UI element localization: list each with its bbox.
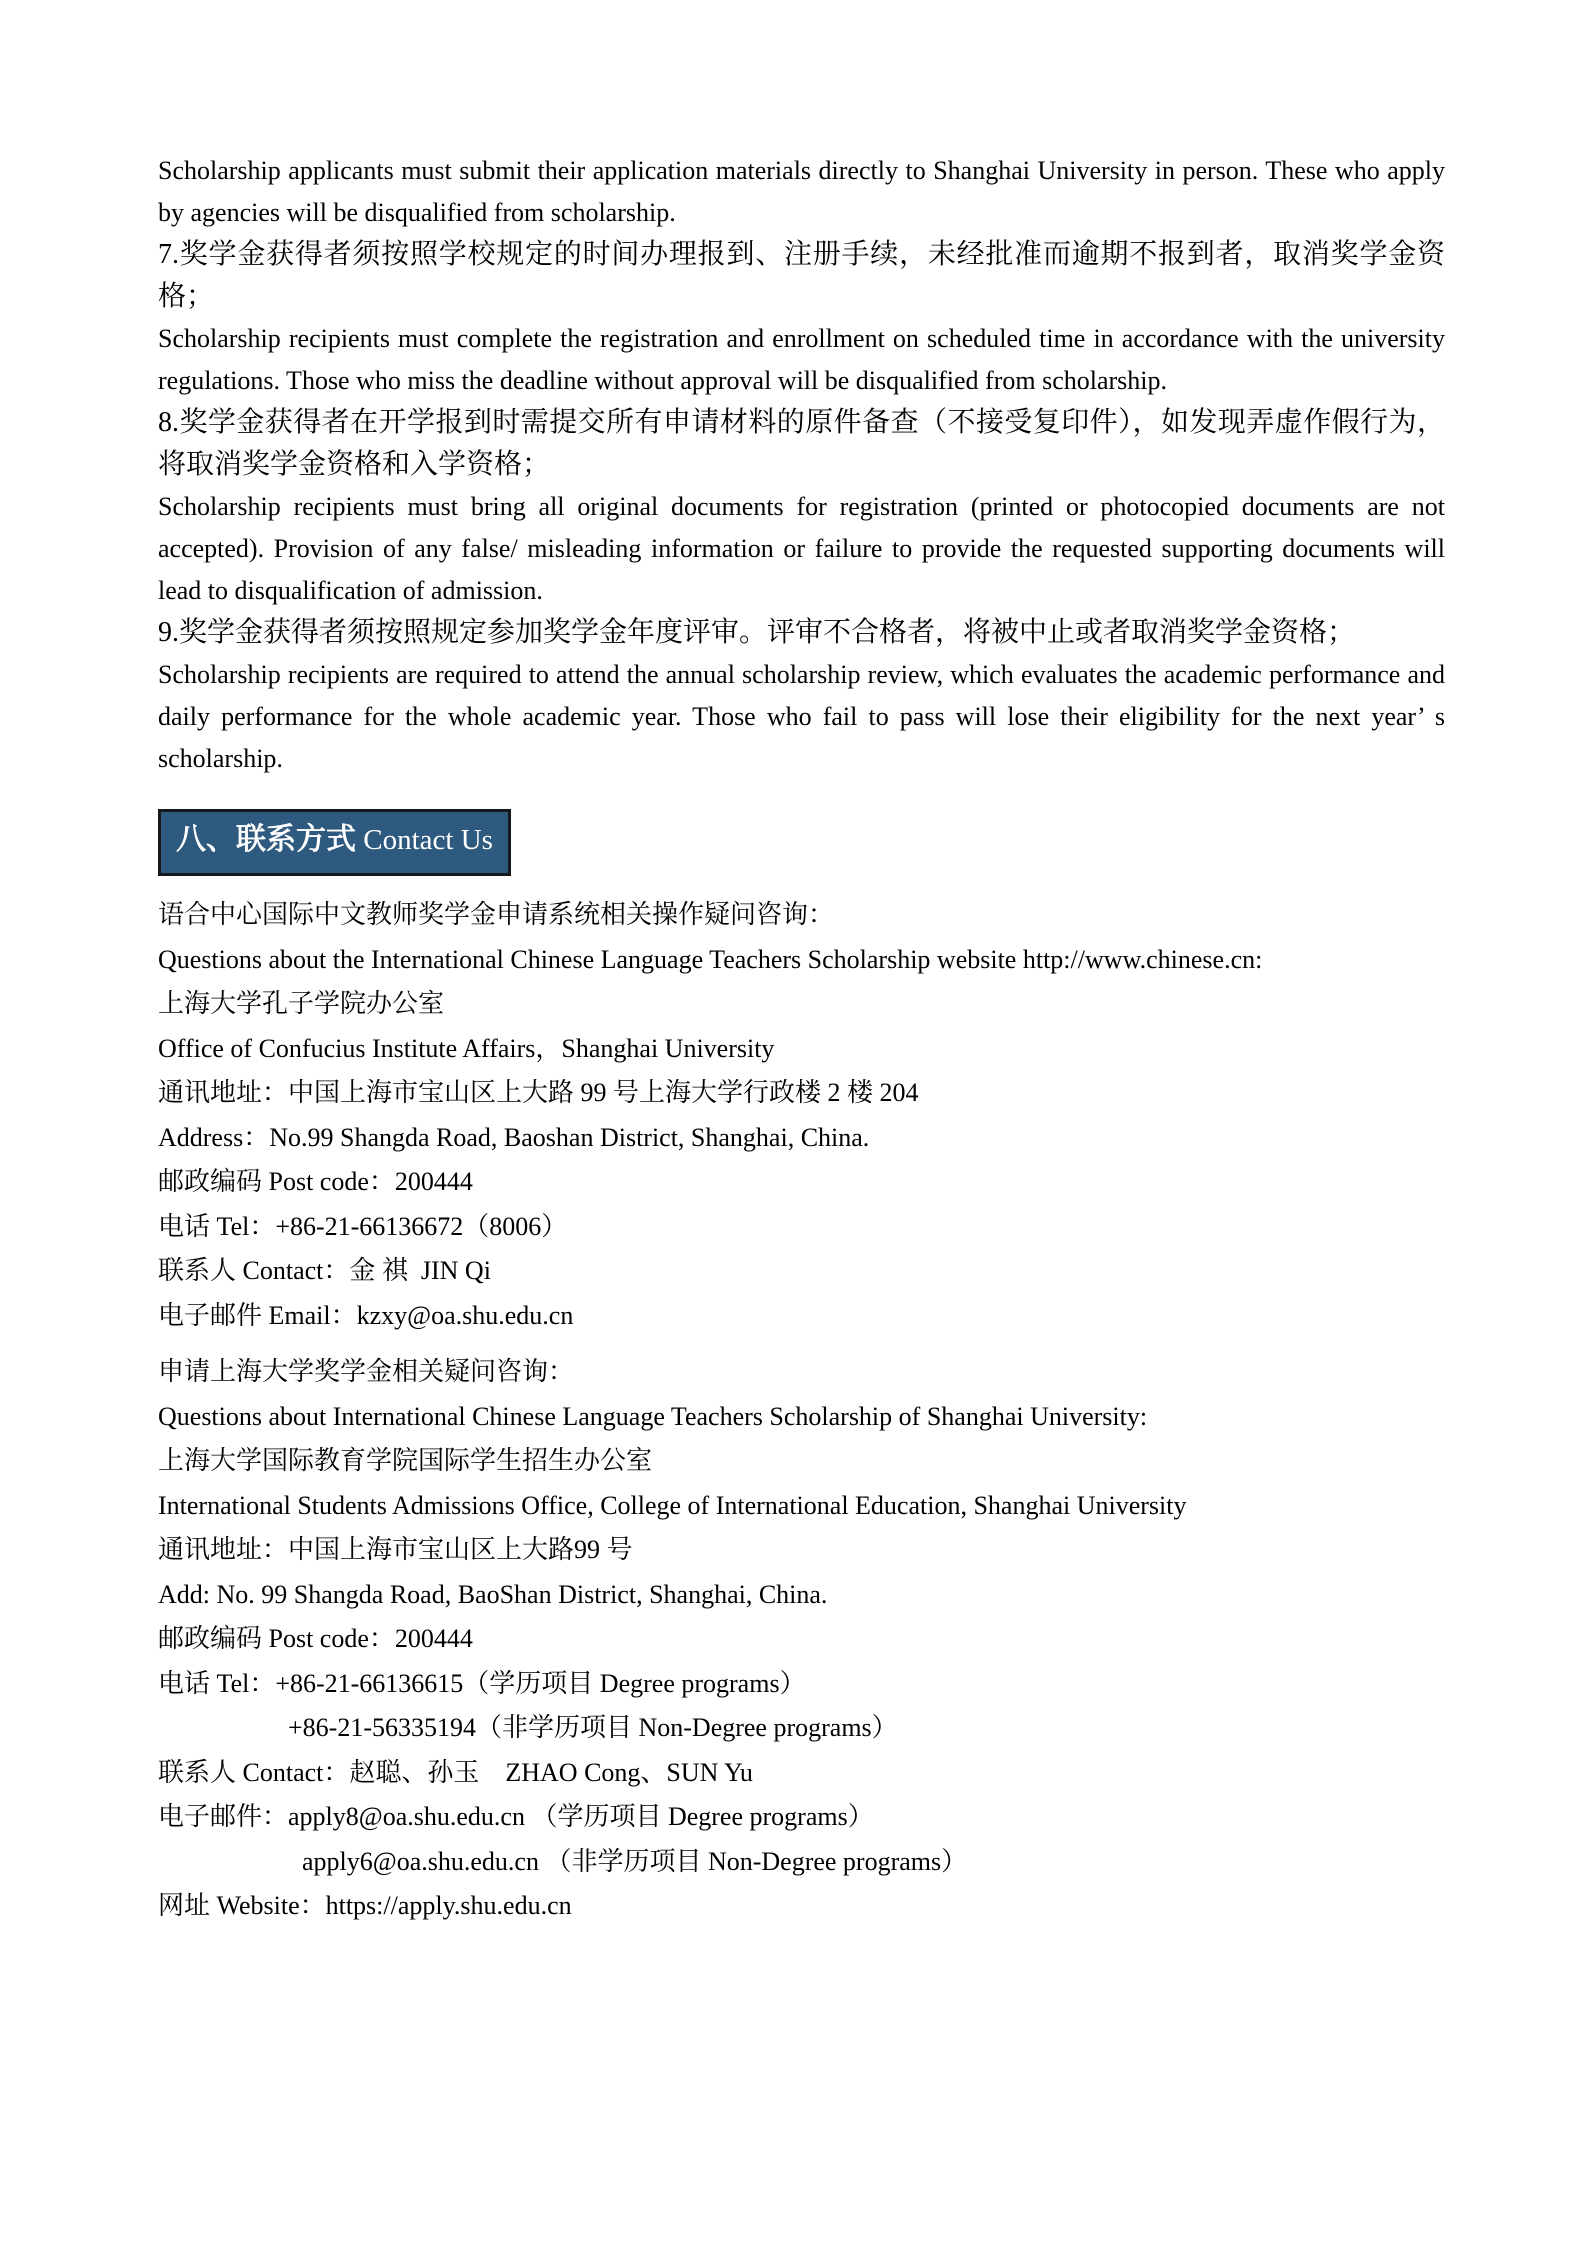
intro-paragraph-agency-en: Scholarship applicants must submit their application materials directly to Shanghai University in person. These who apply by agencies will be disqualified from scholarship.	[158, 156, 1445, 227]
contact2-address-zh: 通讯地址：中国上海市宝山区上大路99 号	[158, 1535, 633, 1564]
contact1-office-en: Office of Confucius Institute Affairs，Shanghai University	[158, 1033, 775, 1063]
intro-paragraph-9-en: Scholarship recipients are required to attend the annual scholarship review, which evaluates the academic performance and daily performance for the whole academic year. Those who fail to pass will lose their eligibility for the next year’ s scholarship.	[158, 660, 1445, 773]
intro-paragraph-7-en: Scholarship recipients must complete the registration and enrollment on scheduled time in accordance with the university regulations. Those who miss the deadline without approval will be disqualified from scholarship.	[158, 324, 1445, 395]
intro-paragraph-7-zh: 7.奖学金获得者须按照学校规定的时间办理报到、注册手续，未经批准而逾期不报到者，取消奖学金资格；	[158, 239, 1445, 312]
contact2-website: 网址 Website：https://apply.shu.edu.cn	[158, 1891, 572, 1920]
contact1-contact-person: 联系人 Contact：金 祺 JIN Qi	[158, 1256, 491, 1285]
contact2-email-nondegree: apply6@oa.shu.edu.cn （非学历项目 Non-Degree programs）	[302, 1846, 968, 1876]
blank-line-separator	[158, 1338, 1445, 1350]
regulations-section	[158, 150, 1445, 780]
contact2-intro-en: Questions about International Chinese Language Teachers Scholarship of Shanghai University:	[158, 1401, 1148, 1431]
contact2-address-en: Add: No. 99 Shangda Road, BaoShan District, Shanghai, China.	[158, 1579, 828, 1609]
contact1-address-zh: 通讯地址：中国上海市宝山区上大路 99 号上海大学行政楼 2 楼 204	[158, 1078, 919, 1107]
section-header-title-en: Contact Us	[356, 824, 493, 856]
contact2-office-en: International Students Admissions Office, College of International Education, Shanghai University	[158, 1490, 1187, 1520]
intro-paragraph-9-zh: 9.奖学金获得者须按照规定参加奖学金年度评审。评审不合格者，将被中止或者取消奖学金资格；	[158, 617, 1356, 648]
contact2-telephone-nondegree: +86-21-56335194（非学历项目 Non-Degree programs）	[288, 1713, 898, 1742]
intro-paragraph-8-en: Scholarship recipients must bring all original documents for registration (printed or photocopied documents are not accepted). Provision of any false/ misleading information or failure to provide the requested supporting documents will lead to disqualification of admission.	[158, 492, 1445, 605]
section-header-title-zh: 八、联系方式	[176, 823, 356, 856]
contact1-postcode: 邮政编码 Post code：200444	[158, 1167, 473, 1196]
contact1-intro-en: Questions about the International Chinese Language Teachers Scholarship website http://www.chinese.cn:	[158, 944, 1263, 974]
contact2-email-degree: 电子邮件：apply8@oa.shu.edu.cn （学历项目 Degree programs）	[158, 1802, 874, 1831]
contact2-intro-zh: 申请上海大学奖学金相关疑问咨询：	[158, 1357, 575, 1386]
section-header-box	[158, 809, 511, 876]
contact1-office-zh: 上海大学孔子学院办公室	[158, 989, 445, 1018]
contact1-intro-zh: 语合中心国际中文教师奖学金申请系统相关操作疑问咨询：	[158, 900, 835, 929]
contact2-office-zh: 上海大学国际教育学院国际学生招生办公室	[158, 1446, 653, 1475]
contact2-telephone-degree: 电话 Tel：+86-21-66136615（学历项目 Degree programs）	[158, 1668, 806, 1698]
contact1-address-en: Address：No.99 Shangda Road, Baoshan District, Shanghai, China.	[158, 1122, 870, 1152]
contact1-email: 电子邮件 Email：kzxy@oa.shu.edu.cn	[158, 1300, 574, 1330]
page-content	[158, 150, 1445, 1929]
contact1-telephone: 电话 Tel：+86-21-66136672（8006）	[158, 1211, 568, 1241]
intro-paragraph-8-zh: 8.奖学金获得者在开学报到时需提交所有申请材料的原件备查（不接受复印件），如发现弄虚作假行为，将取消奖学金资格和入学资格；	[158, 407, 1445, 480]
contact2-postcode: 邮政编码 Post code：200444	[158, 1624, 473, 1653]
contact2-contact-persons: 联系人 Contact：赵聪、孙玉 ZHAO Cong、SUN Yu	[158, 1757, 753, 1787]
contact-block-confucius-institute	[158, 893, 1445, 1338]
contact-block-admissions-office	[158, 1350, 1445, 1929]
